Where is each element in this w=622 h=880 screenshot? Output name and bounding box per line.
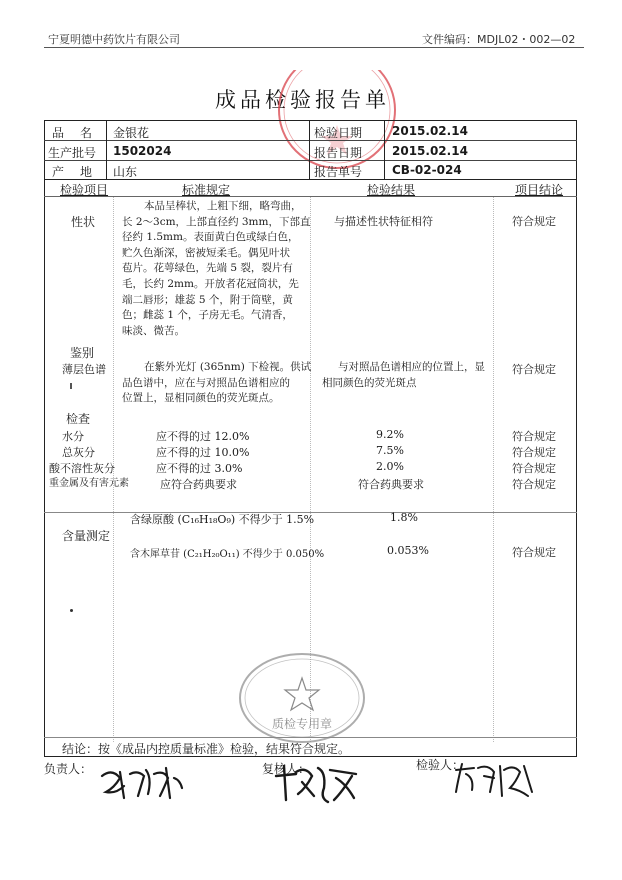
inspection-date-value: 2015.02.14 [392, 124, 468, 138]
document-code: 文件编码：MDJL02・002—02 [422, 33, 576, 46]
col-divider [309, 120, 310, 179]
result-line: 相同颜色的荧光斑点 [322, 376, 417, 389]
header-rule [44, 47, 584, 48]
check-conclusion: 符合规定 [512, 430, 556, 443]
result-line: 与对照品色谱相应的位置上，显 [338, 361, 485, 373]
table-right-border [576, 120, 577, 756]
report-number-value: CB-02-024 [392, 163, 462, 177]
column-header-standard: 标准规定 [182, 183, 231, 197]
stray-mark [70, 609, 73, 612]
check-standard: 应不得的过 10.0% [156, 446, 250, 459]
origin-label: 产 地 [52, 165, 95, 179]
identification-label: 鉴别 [70, 346, 95, 360]
responsible-signature [96, 764, 186, 808]
reviewer-label: 复核人： [262, 762, 311, 776]
standard-line: 长 2～3cm，上部直径约 3mm，下部直 [122, 215, 311, 228]
conclusion-text: 结论：按《成品内控质量标准》检验，结果符合规定。 [62, 742, 351, 756]
check-result: 符合药典要求 [358, 478, 424, 491]
assay-result: 1.8% [390, 511, 418, 524]
standard-line: 在紫外光灯 (365nm) 下检视。供试 [144, 361, 312, 373]
check-result: 7.5% [376, 444, 404, 457]
standard-line: 端二唇形；雄蕊 5 个，附于筒壁，黄 [122, 293, 293, 306]
table-left-border [44, 120, 45, 756]
quality-inspection-seal [232, 648, 372, 748]
check-conclusion: 符合规定 [512, 478, 556, 491]
table-top-border [44, 120, 577, 121]
product-name-label: 品 名 [52, 126, 95, 140]
row-divider [44, 160, 577, 161]
check-conclusion: 符合规定 [512, 446, 556, 459]
check-item: 酸不溶性灰分 [49, 462, 115, 475]
col-divider [384, 120, 385, 179]
check-item: 总灰分 [62, 446, 95, 459]
report-number-label: 报告单号 [314, 165, 363, 179]
identification-conclusion: 符合规定 [512, 363, 556, 376]
identification-standard [122, 360, 312, 407]
assay-conclusion: 符合规定 [512, 546, 556, 559]
checks-label: 检查 [66, 412, 91, 426]
company-name: 宁夏明德中药饮片有限公司 [48, 33, 180, 46]
standard-line: 径约 1.5mm。表面黄白色或绿白色， [122, 231, 299, 244]
column-header-item: 检验项目 [60, 183, 109, 197]
check-item: 重金属及有害元素 [49, 478, 129, 489]
character-label: 性状 [71, 215, 96, 229]
assay-standard: 含木犀草苷 (C₂₁H₂₀O₁₁) 不得少于 0.050% [130, 549, 325, 560]
reviewer-signature [272, 762, 362, 806]
tlc-label: 薄层色谱 [62, 363, 106, 376]
assay-result: 0.053% [387, 544, 429, 557]
check-result: 2.0% [376, 460, 404, 473]
batch-number-value: 1502024 [113, 144, 172, 158]
standard-line: 贮久色渐深，密被短柔毛。偶见叶状 [122, 246, 290, 259]
responsible-label: 负责人： [44, 762, 93, 776]
assay-standard: 含绿原酸 (C₁₆H₁₈O₉) 不得少于 1.5% [130, 513, 315, 526]
col-dots [493, 197, 494, 742]
standard-line: 本品呈棒状，上粗下细，略弯曲， [144, 200, 302, 212]
report-date-label: 报告日期 [314, 146, 363, 160]
character-standard [122, 199, 312, 339]
assay-label: 含量测定 [62, 529, 111, 543]
inspection-date-label: 检验日期 [314, 126, 363, 140]
check-conclusion: 符合规定 [512, 462, 556, 475]
standard-line: 位置上，显相同颜色的荧光斑点。 [122, 392, 280, 405]
column-header-result: 检验结果 [367, 183, 416, 197]
standard-line: 苞片。花萼绿色，先端 5 裂，裂片有 [122, 262, 293, 275]
report-title: 成品检验报告单 [215, 88, 390, 112]
character-conclusion: 符合规定 [512, 215, 556, 228]
check-standard: 应不得的过 3.0% [156, 462, 243, 475]
conclusion-divider [44, 737, 577, 738]
check-result: 9.2% [376, 428, 404, 441]
stray-mark [70, 383, 72, 389]
col-divider [106, 120, 107, 179]
origin-value: 山东 [113, 165, 138, 179]
check-item: 水分 [62, 430, 84, 443]
column-header-conclusion: 项目结论 [515, 183, 564, 197]
standard-line: 色；雌蕊 1 个，子房无毛。气清香， [122, 309, 293, 322]
seal-sub-text: 质检专用章 [271, 717, 333, 731]
standard-line: 味淡、微苦。 [122, 324, 185, 337]
check-standard: 应不得的过 12.0% [156, 430, 250, 443]
identification-result [322, 360, 497, 391]
standard-line: 毛，长约 2mm。开放者花冠筒状，先 [122, 277, 299, 290]
inspector-signature [452, 760, 542, 800]
report-date-value: 2015.02.14 [392, 144, 468, 158]
batch-number-label: 生产批号 [48, 146, 97, 160]
inspector-label: 检验人： [416, 758, 465, 772]
character-result: 与描述性状特征相符 [334, 215, 433, 228]
standard-line: 品色谱中，应在与对照品色谱相应的 [122, 376, 290, 389]
check-standard: 应符合药典要求 [160, 478, 237, 491]
product-name-value: 金银花 [113, 126, 150, 140]
